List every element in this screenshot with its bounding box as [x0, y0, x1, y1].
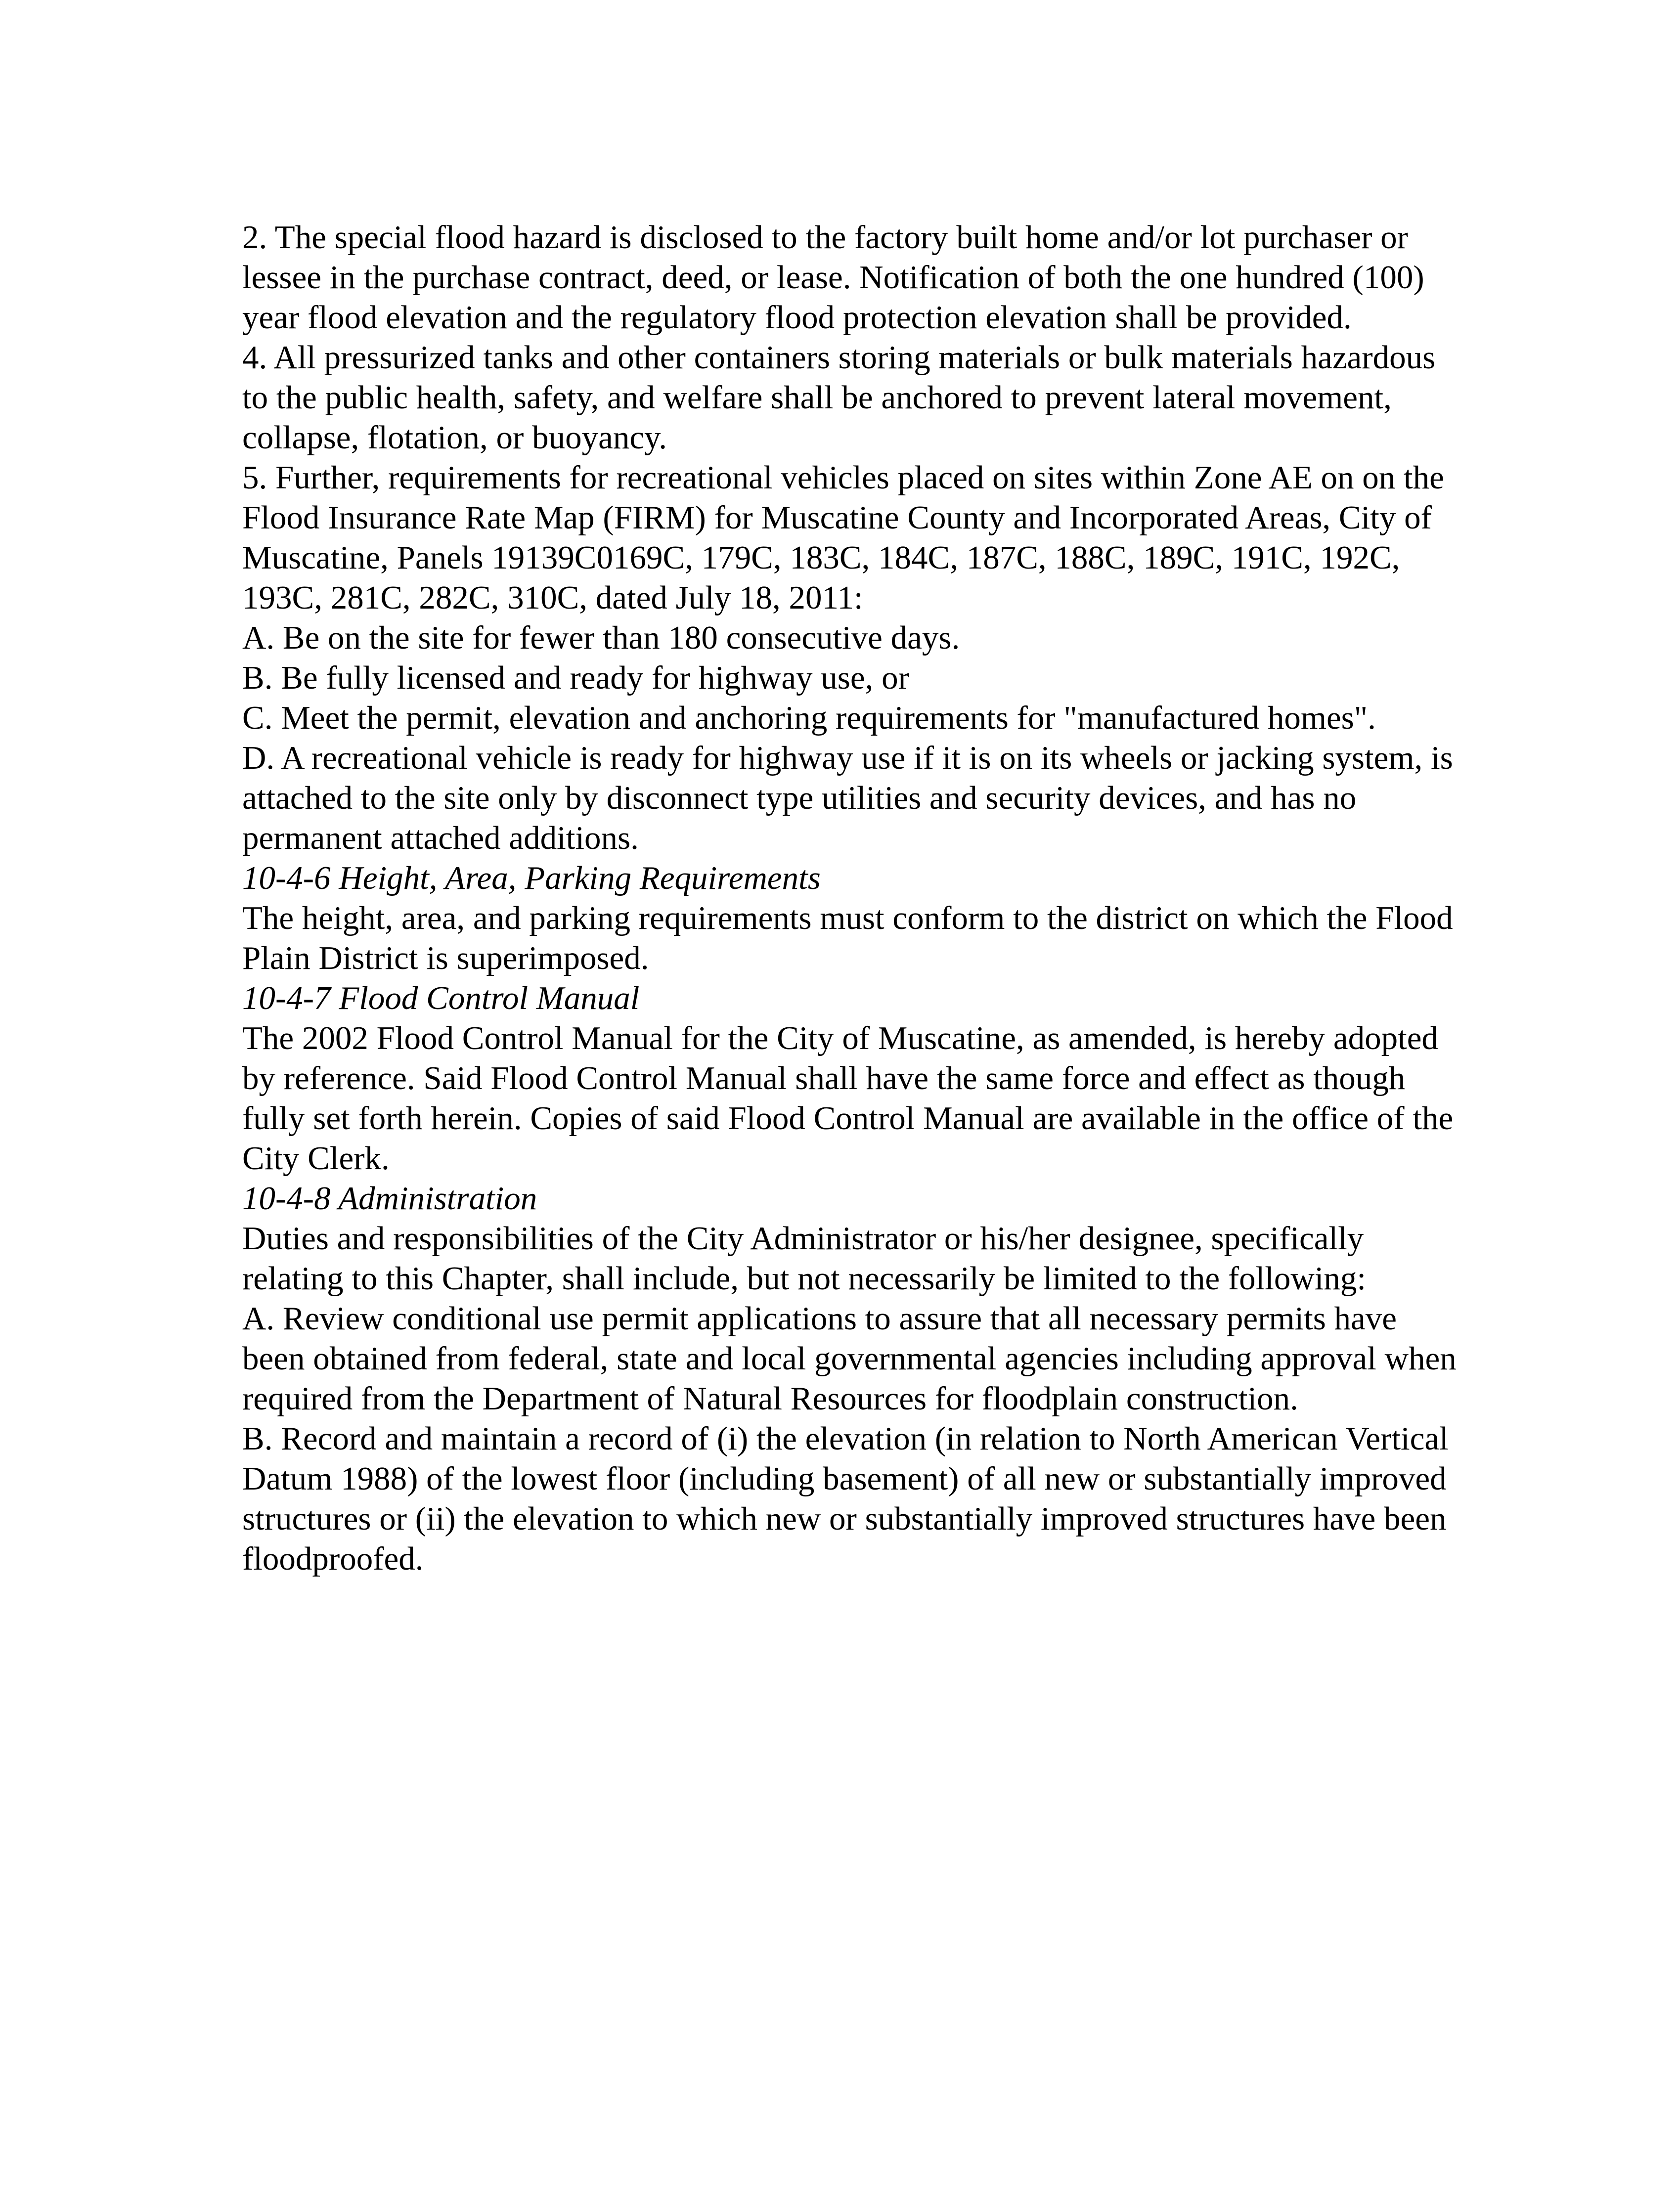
paragraph-recreational-vehicles-intro: 5. Further, requirements for recreational vehicles placed on sites within Zone AE on on the Flood Insurance Rate Map (FIRM) for Muscatine County and Incorporated Areas, City of Muscatine, Panels 19139C0169C, 179C, 183C, 184C, 187C, 188C, 189C, 191C, 192C, 193C, 281C, 282C, 310C, dated July 18, 2011:: [242, 459, 1444, 616]
list-item-5d: D. A recreational vehicle is ready for highway use if it is on its wheels or jacking system, is attached to the site only by disconnect type utilities and security devices, and has no permanent attached additions.: [242, 740, 1453, 856]
paragraph-pressurized-tanks: 4. All pressurized tanks and other containers storing materials or bulk materials hazardous to the public health, safety, and welfare shall be anchored to prevent lateral movement, collapse, flotation, or buoyancy.: [242, 339, 1436, 456]
section-heading-10-4-6: 10-4-6 Height, Area, Parking Requirements: [242, 860, 821, 896]
section-heading-10-4-8: 10-4-8 Administration: [242, 1180, 537, 1217]
paragraph-height-area-parking: The height, area, and parking requirements must conform to the district on which the Flood Plain District is superimposed.: [242, 900, 1453, 976]
list-item-5c: C. Meet the permit, elevation and anchoring requirements for "manufactured homes".: [242, 700, 1376, 736]
list-item-5a: A. Be on the site for fewer than 180 consecutive days.: [242, 619, 960, 656]
list-item-5b: B. Be fully licensed and ready for highway use, or: [242, 659, 909, 696]
paragraph-flood-control-manual: The 2002 Flood Control Manual for the City of Muscatine, as amended, is hereby adopted by reference. Said Flood Control Manual shall have the same force and effect as though fully set forth herein. Copies of said Flood Control Manual are available in the office of the City Clerk.: [242, 1020, 1454, 1177]
section-heading-10-4-7: 10-4-7 Flood Control Manual: [242, 980, 640, 1016]
paragraph-administration-duties-intro: Duties and responsibilities of the City Administrator or his/her designee, specifically relating to this Chapter, shall include, but not necessarily be limited to the following:: [242, 1220, 1366, 1297]
list-item-8b: B. Record and maintain a record of (i) the elevation (in relation to North American Vertical Datum 1988) of the lowest floor (including basement) of all new or substantially improved structures or (ii) the elevation to which new or substantially improved structures have been floodproofed.: [242, 1420, 1449, 1577]
list-item-8a: A. Review conditional use permit applications to assure that all necessary permits have been obtained from federal, state and local governmental agencies including approval when required from the Department of Natural Resources for floodplain construction.: [242, 1300, 1457, 1417]
paragraph-factory-built-disclosure: 2. The special flood hazard is disclosed to the factory built home and/or lot purchaser or lessee in the purchase contract, deed, or lease. Notification of both the one hundred (100) year flood elevation and the regulatory flood protection elevation shall be provided.: [242, 219, 1424, 336]
